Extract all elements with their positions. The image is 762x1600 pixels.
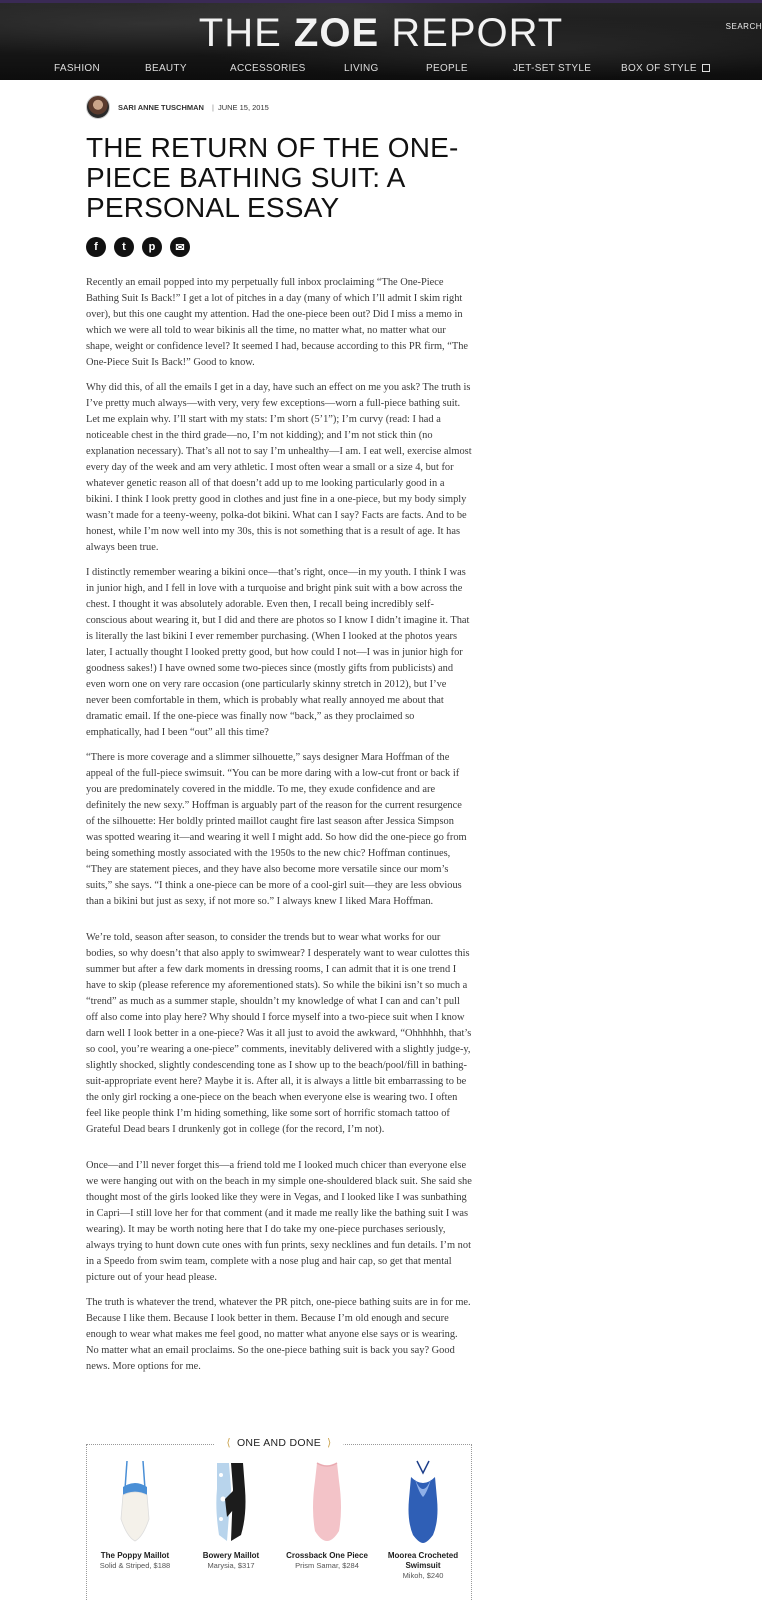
swimsuit-blue-icon	[393, 1459, 453, 1545]
email-icon[interactable]: ✉	[170, 237, 190, 257]
swimsuit-image[interactable]	[87, 1459, 183, 1545]
product-list	[87, 1459, 471, 1581]
paragraph: Recently an email popped into my perpetually full inbox proclaiming “The One-Piece Bathing Suit Is Back!” I get a lot of pitches in a day (many of which I’ll admit I skim right over), but this one caught my attention. Had the one-piece been out? Did I miss a memo in which we were all told to wear bikinis all the time, no matter what, no matter what our shape, weight or confidence level? It seemed I had, because according to this PR firm, “The One-Piece Suit Is Back!” Good to know.	[86, 277, 469, 368]
pinterest-icon[interactable]: p	[142, 237, 162, 257]
nav-beauty[interactable]: BEAUTY	[145, 63, 187, 74]
paragraph: “There is more coverage and a slimmer silhouette,” says designer Mara Hoffman of the appeal of the full-piece swimsuit. “You can be more daring with a low-cut front or back if you are predominately covered in the middle. To me, they exude confidence and are definitely the new sexy.” Hoffman is arguably part of the reason for the current resurgence of the silhouette: Her boldly printed maillot caught fire last season after Jessica Simpson was spotted wearing it—and wearing it well I might add. So how did the one-piece go from being something mostly associated with the 1950s to the new chic? Hoffman continues, “They are statement pieces, and they have also become more versatile since our mom’s suits,” she says. “I think a one-piece can be more of a cool-girl suit—they are less obvious than a bikini but just as sexy, if not more so.” I always knew I liked Mara Hoffman.	[86, 752, 467, 907]
product-name[interactable]: The Poppy Maillot	[100, 1551, 170, 1560]
publish-date: JUNE 15, 2015	[217, 102, 269, 112]
article-title: THE RETURN OF THE ONE-PIECE BATHING SUIT: A PERSONAL ESSAY	[86, 132, 459, 223]
product-card[interactable]	[375, 1459, 471, 1581]
product-brand-price: Solid & Striped, $188	[99, 1561, 171, 1570]
nav-jet-set-style[interactable]: JET-SET STYLE	[513, 63, 592, 74]
swimsuit-black-icon	[201, 1459, 261, 1545]
author-name[interactable]: SARI ANNE TUSCHMAN	[118, 102, 204, 112]
product-module	[86, 1437, 472, 1600]
nav-people[interactable]: PEOPLE	[426, 63, 468, 74]
byline	[86, 95, 472, 119]
product-brand-price: Prism Samar, $284	[295, 1561, 359, 1570]
paragraph: We’re told, season after season, to consider the trends but to wear what works for our bodies, so why doesn’t that also apply to swimwear? I desperately want to wear culottes this summer but after a few dark moments in dressing rooms, I can admit that it is one trend I have to skip (please reference my aforementioned stats). So while the bikini isn’t so much a “trend” as much as a summer staple, shouldn’t my knowledge of what I can and can’t pull off also come into play here? Why should I force myself into a two-piece suit when I know darn well I look better in a one-piece? Was it all just to avoid the awkward, “Ohhhhhh, that’s so cool, you’re wearing a one-piece” comments, inevitably delivered with a slightly judge-y, slightly shocked, slightly condescending tone as I show up to the beach/pool/fill in bathing-suit-appropriate event here? Maybe it is. After all, it is always a little bit embarrassing to be the only girl rocking a one-piece on the beach when everyone else is wearing two. I often feel like people think I’m hiding something, like some sort of horrific stomach tattoo of Grateful Dead bears I drunkenly got in college (for the record, I’m not).	[86, 932, 472, 1135]
nav-living[interactable]: LIVING	[344, 63, 379, 74]
product-name[interactable]: Crossback One Piece	[286, 1551, 368, 1560]
header-accent-line	[0, 0, 762, 3]
module-title-text: ONE AND DONE	[236, 1437, 322, 1449]
paragraph: The truth is whatever the trend, whatever the PR pitch, one-piece bathing suits are in for me. Because I like them. Because I look better in them. Because I’m old enough and secure enough to wear what makes me feel good, no matter what anyone else says or is wearing. No matter what an email proclaims. So the one-piece bathing suit is back you say? Good news. More options for me.	[86, 1297, 471, 1372]
swimsuit-image[interactable]	[279, 1459, 375, 1545]
product-brand-price: Mikoh, $240	[402, 1571, 444, 1580]
share-buttons	[86, 237, 472, 257]
swimsuit-white-icon	[105, 1459, 165, 1545]
twitter-icon[interactable]: t	[114, 237, 134, 257]
site-logo[interactable]	[0, 10, 762, 56]
product-card[interactable]	[279, 1459, 375, 1581]
product-name[interactable]: Bowery Maillot	[202, 1551, 260, 1560]
nav-accessories[interactable]: ACCESSORIES	[230, 63, 306, 74]
chevron-right-icon[interactable]: ⟩	[327, 1437, 332, 1449]
product-card[interactable]	[183, 1459, 279, 1581]
swimsuit-image[interactable]	[183, 1459, 279, 1545]
module-title	[215, 1437, 344, 1449]
author-avatar	[86, 95, 110, 119]
swimsuit-image[interactable]	[375, 1459, 471, 1545]
nav-box-of-style[interactable]: BOX OF STYLE	[621, 63, 697, 74]
paragraph: Once—and I’ll never forget this—a friend told me I looked much chicer than everyone else we were hanging out with on the beach in my simple one-shouldered black suit. She said she thought most of the girls looked like they were in Vegas, and I looked like I was sunbathing in Capri—I still love her for that comment (and it made me really like the bathing suit I was wearing). It may be worth noting here that I do take my one-piece purchases seriously, always trying to hunt down cute ones with fun prints, sexy necklines and fun details. I’m not in a Speedo from swim team, complete with a nose plug and hair cap, so get that mental picture out of your head please.	[86, 1160, 472, 1283]
paragraph: I distinctly remember wearing a bikini once—that’s right, once—in my youth. I think I was in junior high, and I fell in love with a turquoise and bright pink suit with a bow across the chest. I thought it was absolutely adorable. Even then, I recall being incredibly self-conscious about wearing it, but I did and there are photos so I know I didn’t imagine it. That is literally the last bikini I ever remember purchasing. (When I looked at the photos years later, I actually thought I looked pretty good, but how could I not—I was in junior high for goodness sakes!) I have owned some two-pieces since (mostly gifts from publicists) and even worn one on very rare occasion (one particularly skinny stretch in 2012), but I’ve never been comfortable in them, which is probably what really annoyed me about that dramatic email. If the one-piece was finally now “back,” as they proclaimed so emphatically, had I been “out” all this time?	[86, 567, 470, 738]
chevron-left-icon[interactable]: ⟨	[226, 1437, 231, 1449]
main-nav	[0, 60, 762, 80]
search-link[interactable]: SEARCH	[725, 22, 762, 31]
product-brand-price: Marysia, $317	[207, 1561, 255, 1570]
product-name[interactable]: Moorea Crocheted Swimsuit	[387, 1551, 459, 1570]
paragraph: Why did this, of all the emails I get in a day, have such an effect on me you ask? The truth is I’ve pretty much always—with very, very few exceptions—worn a full-piece bathing suit. Let me explain why. I’ll start with my stats: I’m short (5’1”); I’m curvy (read: I had a noticeable chest in the third grade—no, I’m not kidding); and I’m not stick thin (no explanation necessary). That’s all not to say I’m unhealthy—I am. I eat well, exercise almost every day of the week and am very athletic. I most often wear a small or a size 4, but for whatever genetic reason all of that doesn’t add up to me looking particularly good in a bikini. I think I look pretty good in clothes and just fine in a one-piece, but my body simply wasn’t made for a teeny-weeny, polka-dot bikini. What can I say? Facts are facts. And to be honest, while I’m now well into my 30s, this is not something that is a result of age. It has always been true.	[86, 382, 472, 553]
logo-text-report: REPORT	[379, 11, 564, 55]
logo-text-zoe: ZOE	[293, 11, 380, 55]
shopping-bag-icon	[702, 64, 710, 72]
nav-fashion[interactable]: FASHION	[54, 63, 100, 74]
byline-separator: |	[211, 102, 214, 112]
site-header	[0, 0, 762, 80]
product-card[interactable]	[87, 1459, 183, 1581]
article	[86, 95, 472, 1384]
logo-text-the: THE	[198, 11, 294, 55]
facebook-icon[interactable]: f	[86, 237, 106, 257]
swimsuit-pink-icon	[297, 1459, 357, 1545]
article-body	[86, 275, 472, 1375]
nav-box-of-style-wrap[interactable]	[621, 63, 710, 74]
